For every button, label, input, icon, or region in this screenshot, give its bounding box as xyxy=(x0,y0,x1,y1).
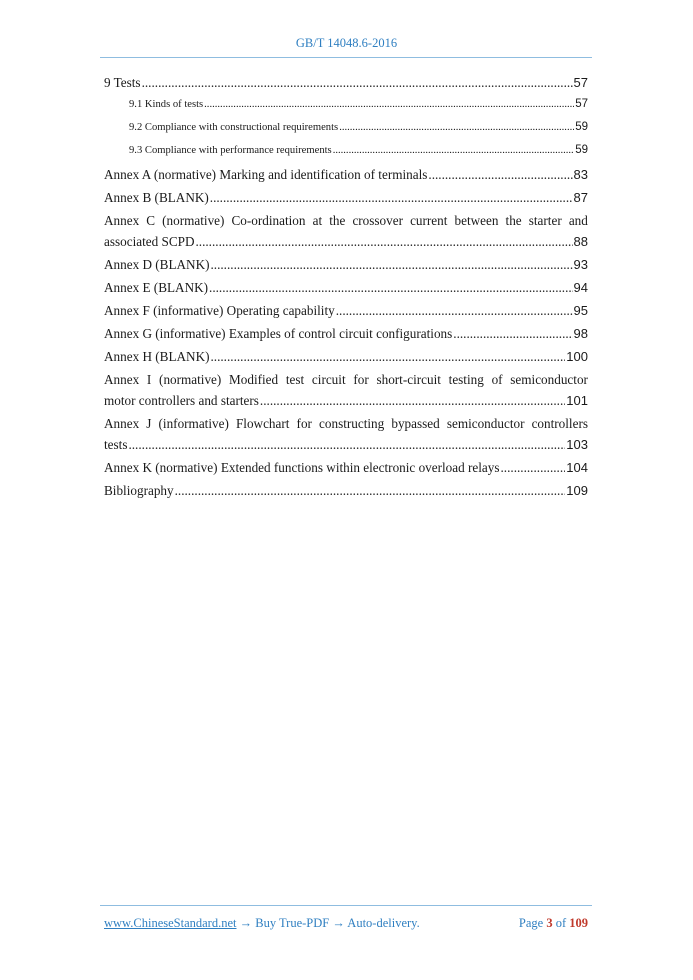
dot-leader xyxy=(128,434,565,455)
word: of xyxy=(491,372,503,387)
word: (informative) xyxy=(158,416,229,431)
toc-page-number: 103 xyxy=(566,437,588,452)
toc-page-number: 94 xyxy=(573,280,588,295)
toc-entry[interactable] xyxy=(104,118,588,137)
dot-leader xyxy=(428,164,572,185)
word: I xyxy=(146,372,152,387)
toc-entry[interactable] xyxy=(104,277,588,298)
word: crossover xyxy=(352,213,403,228)
toc-page-number: 95 xyxy=(573,303,588,318)
word: semiconductor xyxy=(446,416,525,431)
table-of-contents xyxy=(104,72,588,503)
toc-page-number: 104 xyxy=(566,460,588,475)
toc-page-number: 57 xyxy=(575,98,588,110)
toc-entry-title: 9 Tests xyxy=(104,75,141,90)
word: testing xyxy=(448,372,484,387)
toc-entry-title-line1 xyxy=(104,369,588,390)
toc-entry[interactable] xyxy=(104,254,588,275)
dot-leader xyxy=(501,457,566,478)
toc-page-number: 100 xyxy=(566,349,588,364)
toc-entry-title: Annex E (BLANK) xyxy=(104,280,209,295)
toc-entry[interactable] xyxy=(104,187,588,208)
toc-entry-title-line1 xyxy=(104,210,588,231)
word: Annex xyxy=(104,416,140,431)
word: circuit xyxy=(311,372,346,387)
word: Flowchart xyxy=(235,416,290,431)
toc-entry-title-line1 xyxy=(104,413,588,434)
word: test xyxy=(285,372,305,387)
word: at xyxy=(312,213,323,228)
toc-entry[interactable] xyxy=(104,164,588,185)
dot-leader xyxy=(204,96,574,114)
toc-entry[interactable] xyxy=(104,323,588,344)
word: controllers xyxy=(531,416,588,431)
toc-entry-title-line2: tests xyxy=(104,437,128,452)
dot-leader xyxy=(209,277,573,298)
word: Annex xyxy=(104,213,140,228)
word: C xyxy=(146,213,156,228)
toc-entry[interactable] xyxy=(104,300,588,321)
dot-leader xyxy=(175,480,566,501)
total-pages: 109 xyxy=(569,916,588,930)
toc-page-number: 98 xyxy=(573,326,588,341)
toc-page-number: 101 xyxy=(566,393,588,408)
toc-entry-title: Annex D (BLANK) xyxy=(104,257,210,272)
word: short-circuit xyxy=(376,372,441,387)
header-divider xyxy=(100,57,592,58)
word: Modified xyxy=(229,372,279,387)
toc-entry[interactable] xyxy=(104,346,588,367)
toc-entry-title-line2: associated SCPD xyxy=(104,234,195,249)
word: for xyxy=(353,372,369,387)
page-footer xyxy=(104,916,588,931)
running-header: GB/T 14048.6-2016 xyxy=(295,36,398,50)
dot-leader xyxy=(339,119,574,137)
dot-leader xyxy=(210,346,565,367)
dot-leader xyxy=(210,187,573,208)
word: (normative) xyxy=(162,213,225,228)
toc-entry-title: Annex A (normative) Marking and identification of terminals xyxy=(104,167,428,182)
toc-entry-title: 9.2 Compliance with constructional requirements xyxy=(129,122,339,133)
toc-page-number: 59 xyxy=(575,121,588,133)
toc-page-number: 87 xyxy=(573,190,588,205)
word: the xyxy=(329,213,346,228)
toc-entry-title: Bibliography xyxy=(104,483,174,498)
promo-text[interactable]: → Buy True-PDF → Auto-delivery. xyxy=(239,916,420,930)
footer-left xyxy=(104,916,420,931)
dot-leader xyxy=(333,142,575,160)
toc-entry[interactable] xyxy=(104,369,588,411)
toc-page-number: 83 xyxy=(573,167,588,182)
toc-entry-title-line2: motor controllers and starters xyxy=(104,393,259,408)
dot-leader xyxy=(336,300,573,321)
toc-entry[interactable] xyxy=(104,141,588,160)
dot-leader xyxy=(210,254,572,275)
word: constructing xyxy=(319,416,385,431)
toc-page-number: 59 xyxy=(575,144,588,156)
current-page: 3 xyxy=(546,916,553,930)
word: current xyxy=(410,213,448,228)
toc-entry[interactable] xyxy=(104,413,588,455)
toc-entry-title: 9.3 Compliance with performance requirements xyxy=(129,145,332,156)
dot-leader xyxy=(142,72,573,93)
toc-entry-title: Annex B (BLANK) xyxy=(104,190,209,205)
toc-entry-title: Annex K (normative) Extended functions within electronic overload relays xyxy=(104,460,500,475)
dot-leader xyxy=(195,231,572,252)
website-link[interactable]: www.ChineseStandard.net xyxy=(104,916,237,930)
word: Co-ordination xyxy=(231,213,306,228)
toc-entry[interactable] xyxy=(104,210,588,252)
toc-entry-title: 9.1 Kinds of tests xyxy=(129,99,204,110)
word: semiconductor xyxy=(510,372,588,387)
footer-divider xyxy=(100,905,592,906)
toc-page-number: 88 xyxy=(573,234,588,249)
word: for xyxy=(296,416,312,431)
toc-entry[interactable] xyxy=(104,95,588,114)
page-indicator xyxy=(519,916,588,931)
toc-entry-title: Annex F (informative) Operating capability xyxy=(104,303,335,318)
word: bypassed xyxy=(391,416,440,431)
toc-entry[interactable] xyxy=(104,480,588,501)
page-label: Page xyxy=(518,916,544,930)
word: Annex xyxy=(104,372,140,387)
word: (normative) xyxy=(159,372,222,387)
word: starter xyxy=(528,213,562,228)
dot-leader xyxy=(453,323,572,344)
toc-entry-title: Annex H (BLANK) xyxy=(104,349,210,364)
word: and xyxy=(568,213,588,228)
word: J xyxy=(146,416,152,431)
toc-page-number: 57 xyxy=(573,75,588,90)
toc-entry[interactable] xyxy=(104,72,588,93)
word: the xyxy=(505,213,522,228)
toc-page-number: 93 xyxy=(573,257,588,272)
word: between xyxy=(454,213,499,228)
toc-entry-title: Annex G (informative) Examples of control circuit configurations xyxy=(104,326,453,341)
toc-page-number: 109 xyxy=(566,483,588,498)
toc-entry[interactable] xyxy=(104,457,588,478)
dot-leader xyxy=(260,390,565,411)
page-of-label: of xyxy=(555,916,567,930)
